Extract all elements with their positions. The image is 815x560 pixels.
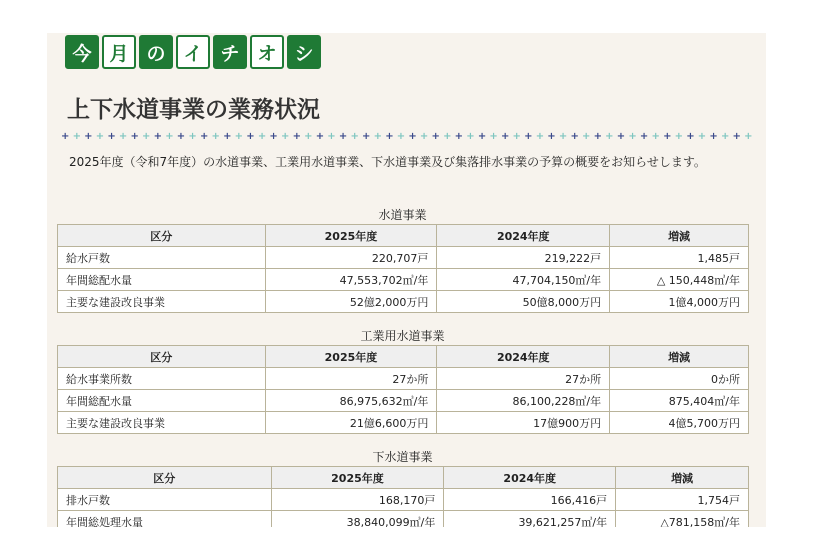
cell-fy2025: 52億2,000万円 xyxy=(265,291,437,313)
divider-cross-icon: + xyxy=(466,131,475,142)
row-label: 年間総処理水量 xyxy=(58,511,272,528)
table-row xyxy=(58,489,749,511)
divider-cross-icon: + xyxy=(199,131,209,142)
divider-cross-icon: + xyxy=(95,131,105,142)
divider-cross-icon: + xyxy=(176,131,186,142)
divider-cross-icon: + xyxy=(547,131,556,142)
cell-fy2025: 47,553,702㎥/年 xyxy=(265,269,437,291)
divider-cross-icon: + xyxy=(350,131,359,142)
row-label: 排水戸数 xyxy=(58,489,272,511)
divider-cross-icon: + xyxy=(524,131,533,142)
divider-cross-icon: + xyxy=(697,131,707,142)
header-fy2025: 2025年度 xyxy=(271,467,444,489)
divider-cross-icon: + xyxy=(732,131,741,142)
divider-cross-icon: + xyxy=(315,131,325,142)
table-caption-industrial: 工業用水道事業 xyxy=(360,329,445,343)
cell-change: 1億4,000万円 xyxy=(610,291,749,313)
table-caption-water: 水道事業 xyxy=(378,208,427,222)
divider-cross-icon: + xyxy=(500,131,510,142)
divider-cross-icon: + xyxy=(593,131,602,142)
intro-text: 2025年度（令和7年度）の水道事業、工業用水道事業、下水道事業及び集落排水事業の予算の概要をお知らせします。 xyxy=(69,155,706,169)
row-label: 給水事業所数 xyxy=(58,368,266,390)
divider-cross-icon: + xyxy=(385,131,394,142)
divider-cross-icon: + xyxy=(605,131,614,142)
divider-cross-icon: + xyxy=(246,131,255,142)
badge-char: イ xyxy=(176,35,210,69)
row-label: 主要な建設改良事業 xyxy=(58,291,266,313)
divider-cross-icon: + xyxy=(709,131,718,142)
divider-cross-icon: + xyxy=(744,131,753,142)
header-fy2024: 2024年度 xyxy=(437,346,610,368)
divider-cross-icon: + xyxy=(234,131,244,142)
divider-cross-icon: + xyxy=(107,131,116,142)
cell-fy2024: 27か所 xyxy=(437,368,610,390)
divider-cross-icon: + xyxy=(165,131,174,142)
decorative-divider xyxy=(61,131,753,143)
cell-fy2024: 86,100,228㎥/年 xyxy=(437,390,610,412)
divider-cross-icon: + xyxy=(570,131,579,142)
header-change: 増減 xyxy=(610,346,749,368)
cell-fy2025: 168,170戸 xyxy=(271,489,444,511)
divider-cross-icon: + xyxy=(558,131,568,142)
cell-change: 0か所 xyxy=(610,368,749,390)
divider-cross-icon: + xyxy=(489,131,498,142)
divider-cross-icon: + xyxy=(686,131,695,142)
cell-change: △ 150,448㎥/年 xyxy=(610,269,749,291)
cell-fy2025: 21億6,600万円 xyxy=(265,412,437,434)
header-fy2025: 2025年度 xyxy=(265,225,437,247)
cell-change: 875,404㎥/年 xyxy=(610,390,749,412)
table-header-row xyxy=(58,225,749,247)
table-caption-sewerage: 下水道事業 xyxy=(372,450,433,464)
divider-cross-icon: + xyxy=(639,131,649,142)
divider-cross-icon: + xyxy=(419,131,429,142)
industrial-water-table xyxy=(57,345,749,434)
divider-cross-icon: + xyxy=(280,131,290,142)
divider-cross-icon: + xyxy=(720,131,730,142)
row-label: 年間総配水量 xyxy=(58,390,266,412)
row-label: 主要な建設改良事業 xyxy=(58,412,266,434)
divider-cross-icon: + xyxy=(304,131,313,142)
cell-fy2025: 86,975,632㎥/年 xyxy=(265,390,437,412)
divider-cross-icon: + xyxy=(431,131,440,142)
page-title: 上下水道事業の業務状況 xyxy=(67,97,320,123)
divider-cross-icon: + xyxy=(327,131,336,142)
cell-fy2024: 166,416戸 xyxy=(444,489,616,511)
divider-cross-icon: + xyxy=(408,131,417,142)
divider-cross-icon: + xyxy=(292,131,301,142)
divider-cross-icon: + xyxy=(72,131,81,142)
badge-char: チ xyxy=(213,35,247,69)
divider-cross-icon: + xyxy=(651,131,660,142)
divider-cross-icon: + xyxy=(535,131,545,142)
cell-fy2024: 219,222戸 xyxy=(437,247,610,269)
water-supply-table xyxy=(57,224,749,313)
divider-cross-icon: + xyxy=(628,131,637,142)
cell-fy2025: 38,840,099㎥/年 xyxy=(271,511,444,528)
table-row xyxy=(58,291,749,313)
header-category: 区分 xyxy=(58,346,266,368)
header-fy2024: 2024年度 xyxy=(437,225,610,247)
badge-char: 月 xyxy=(102,35,136,69)
badge-char: オ xyxy=(250,35,284,69)
cell-fy2024: 50億8,000万円 xyxy=(437,291,610,313)
divider-cross-icon: + xyxy=(153,131,163,142)
divider-cross-icon: + xyxy=(118,131,128,142)
divider-cross-icon: + xyxy=(61,131,70,142)
divider-cross-icon: + xyxy=(396,131,406,142)
badge-char: の xyxy=(139,35,173,69)
divider-cross-icon: + xyxy=(674,131,684,142)
table-header-row xyxy=(58,346,749,368)
divider-cross-icon: + xyxy=(362,131,371,142)
divider-cross-icon: + xyxy=(663,131,672,142)
pick-of-month-badges xyxy=(65,35,321,69)
header-category: 区分 xyxy=(58,467,272,489)
divider-cross-icon: + xyxy=(373,131,382,142)
cell-fy2024: 47,704,150㎥/年 xyxy=(437,269,610,291)
divider-cross-icon: + xyxy=(223,131,232,142)
header-fy2025: 2025年度 xyxy=(265,346,437,368)
cell-change: △781,158㎥/年 xyxy=(616,511,749,528)
table-header-row xyxy=(58,467,749,489)
cell-change: 1,754戸 xyxy=(616,489,749,511)
cell-change: 4億5,700万円 xyxy=(610,412,749,434)
content-panel xyxy=(47,33,766,527)
table-row xyxy=(58,412,749,434)
divider-cross-icon: + xyxy=(142,131,151,142)
table-row xyxy=(58,269,749,291)
divider-cross-icon: + xyxy=(477,131,487,142)
table-row xyxy=(58,368,749,390)
divider-cross-icon: + xyxy=(269,131,278,142)
header-change: 増減 xyxy=(610,225,749,247)
divider-cross-icon: + xyxy=(582,131,591,142)
divider-cross-icon: + xyxy=(130,131,139,142)
cell-change: 1,485戸 xyxy=(610,247,749,269)
divider-cross-icon: + xyxy=(616,131,626,142)
divider-cross-icon: + xyxy=(338,131,348,142)
header-fy2024: 2024年度 xyxy=(444,467,616,489)
badge-char: シ xyxy=(287,35,321,69)
cell-fy2024: 17億900万円 xyxy=(437,412,610,434)
cell-fy2025: 220,707戸 xyxy=(265,247,437,269)
divider-cross-icon: + xyxy=(443,131,452,142)
cell-fy2025: 27か所 xyxy=(265,368,437,390)
table-row xyxy=(58,511,749,528)
divider-cross-icon: + xyxy=(454,131,464,142)
cell-fy2024: 39,621,257㎥/年 xyxy=(444,511,616,528)
sewerage-table xyxy=(57,466,749,527)
header-category: 区分 xyxy=(58,225,266,247)
divider-cross-icon: + xyxy=(84,131,93,142)
badge-char: 今 xyxy=(65,35,99,69)
divider-cross-icon: + xyxy=(257,131,267,142)
header-change: 増減 xyxy=(616,467,749,489)
row-label: 給水戸数 xyxy=(58,247,266,269)
divider-cross-icon: + xyxy=(211,131,220,142)
table-row xyxy=(58,247,749,269)
divider-cross-icon: + xyxy=(512,131,521,142)
row-label: 年間総配水量 xyxy=(58,269,266,291)
divider-cross-icon: + xyxy=(188,131,197,142)
table-row xyxy=(58,390,749,412)
